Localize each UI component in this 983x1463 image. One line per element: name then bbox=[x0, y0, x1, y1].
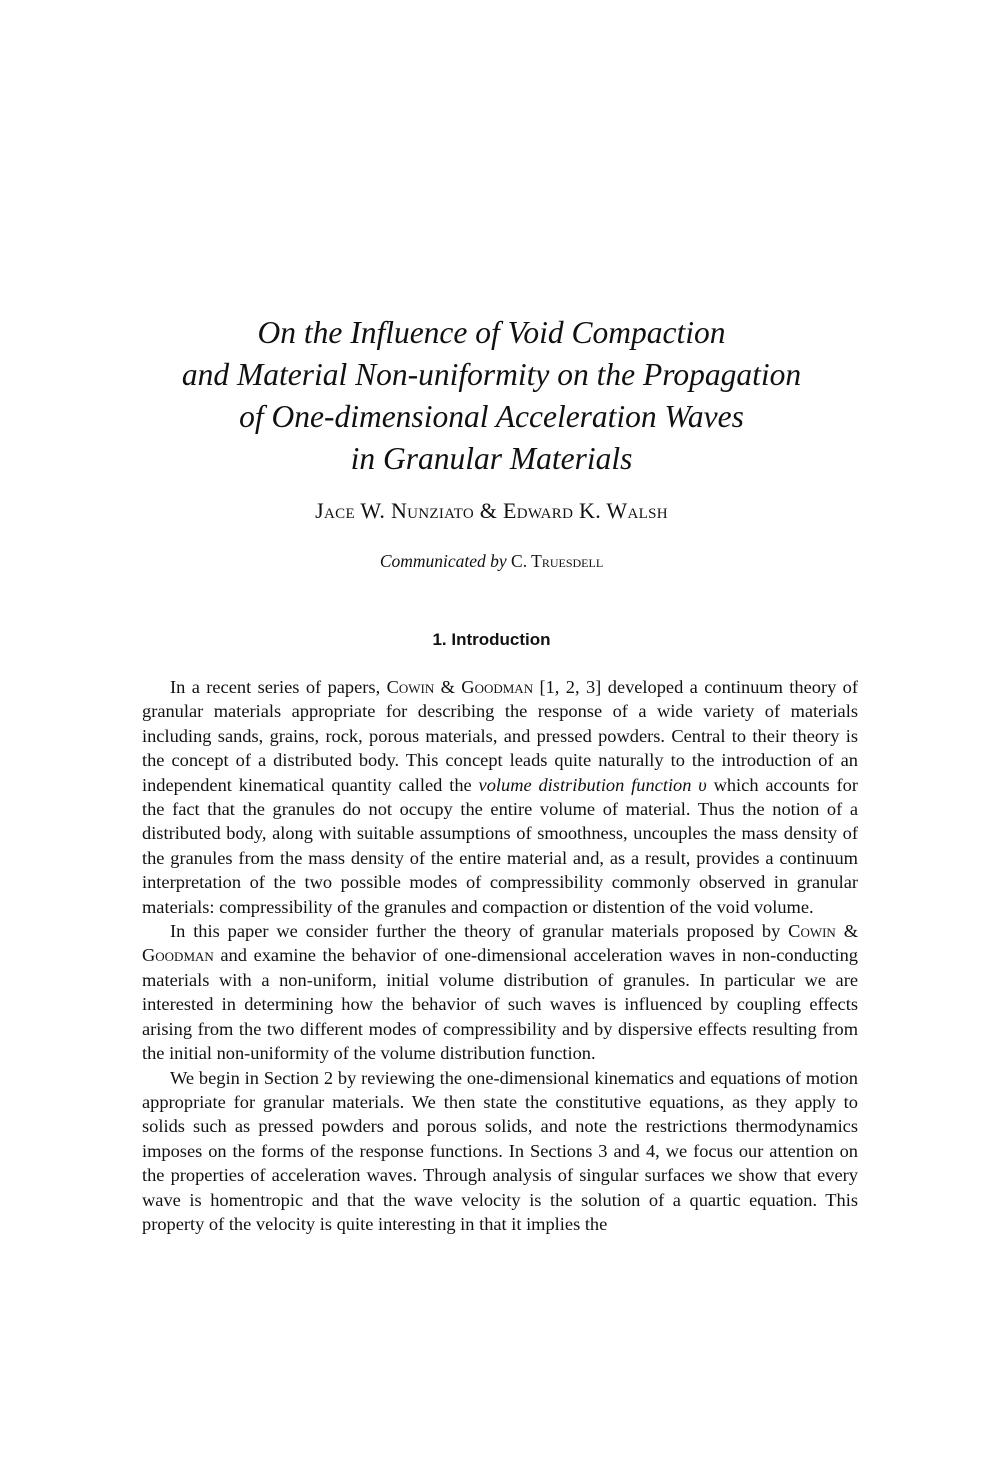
defined-term: volume distribution function υ bbox=[478, 774, 707, 795]
introduction-body bbox=[142, 675, 858, 1236]
paragraph-text: [1, 2, 3] developed a continuum theory of granular materials appropriate for describing the response of a wide variety of materials including sands, grains, rock, porous materials, and pressed powders. Central to their theory is the concept of a distributed body. This concept leads quite naturally to the introduction of an independent kinematical quantity called the bbox=[142, 677, 858, 795]
title-line: of One-dimensional Acceleration Waves bbox=[239, 399, 744, 434]
citation-authors: Cowin & Goodman bbox=[386, 677, 534, 697]
communicated-by-label: Communicated by bbox=[379, 551, 507, 571]
title-line: in Granular Materials bbox=[350, 441, 633, 476]
title-line: and Material Non-uniformity on the Propagation bbox=[181, 357, 802, 392]
author-names: Jace W. Nunziato & Edward K. Walsh bbox=[315, 498, 668, 523]
paragraph-2 bbox=[142, 919, 858, 1065]
paragraph-text: which accounts for the fact that the granules do not occupy the entire volume of material. Thus the notion of a distributed body, along with suitable assumptions of smoothness, uncouples the mass density of the granules from the mass density of the entire material and, as a result, provides a continuum interpretation of the two possible modes of compressibility commonly observed in granular materials: compressibility of the granules and compaction or distention of the void volume. bbox=[142, 774, 858, 917]
paragraph-text: and examine the behavior of one-dimensional acceleration waves in non-conducting materials with a non-uniform, initial volume distribution of granules. In particular we are interested in determining how the behavior of such waves is influenced by coupling effects arising from the two different modes of compressibility and by dispersive effects resulting from the initial non-uniformity of the volume distribution function. bbox=[142, 945, 858, 1064]
paragraph-3 bbox=[142, 1066, 858, 1237]
paragraph-text: In this paper we consider further the theory of granular materials proposed by bbox=[170, 921, 789, 942]
paper-title bbox=[120, 312, 863, 480]
communicating-editor: C. Truesdell bbox=[511, 551, 604, 571]
section-heading: 1. Introduction bbox=[432, 630, 551, 649]
paragraph-1 bbox=[142, 675, 858, 919]
communicated-by bbox=[120, 549, 863, 573]
title-line: On the Influence of Void Compaction bbox=[257, 315, 726, 350]
citation-authors: Cowin & Goodman bbox=[142, 921, 858, 966]
paragraph-text: In a recent series of papers, bbox=[170, 677, 387, 697]
paragraph-text: We begin in Section 2 by reviewing the one-dimensional kinematics and equations of motion appropriate for granular materials. We then state the constitutive equations, as they apply to solids such as pressed powders and porous solids, and note the restrictions thermodynamics imposes on the forms of the response functions. In Sections 3 and 4, we focus our attention on the properties of acceleration waves. Through analysis of singular surfaces we show that every wave is homentropic and that the wave velocity is the solution of a quartic equation. This property of the velocity is quite interesting in that it implies the bbox=[142, 1067, 858, 1234]
